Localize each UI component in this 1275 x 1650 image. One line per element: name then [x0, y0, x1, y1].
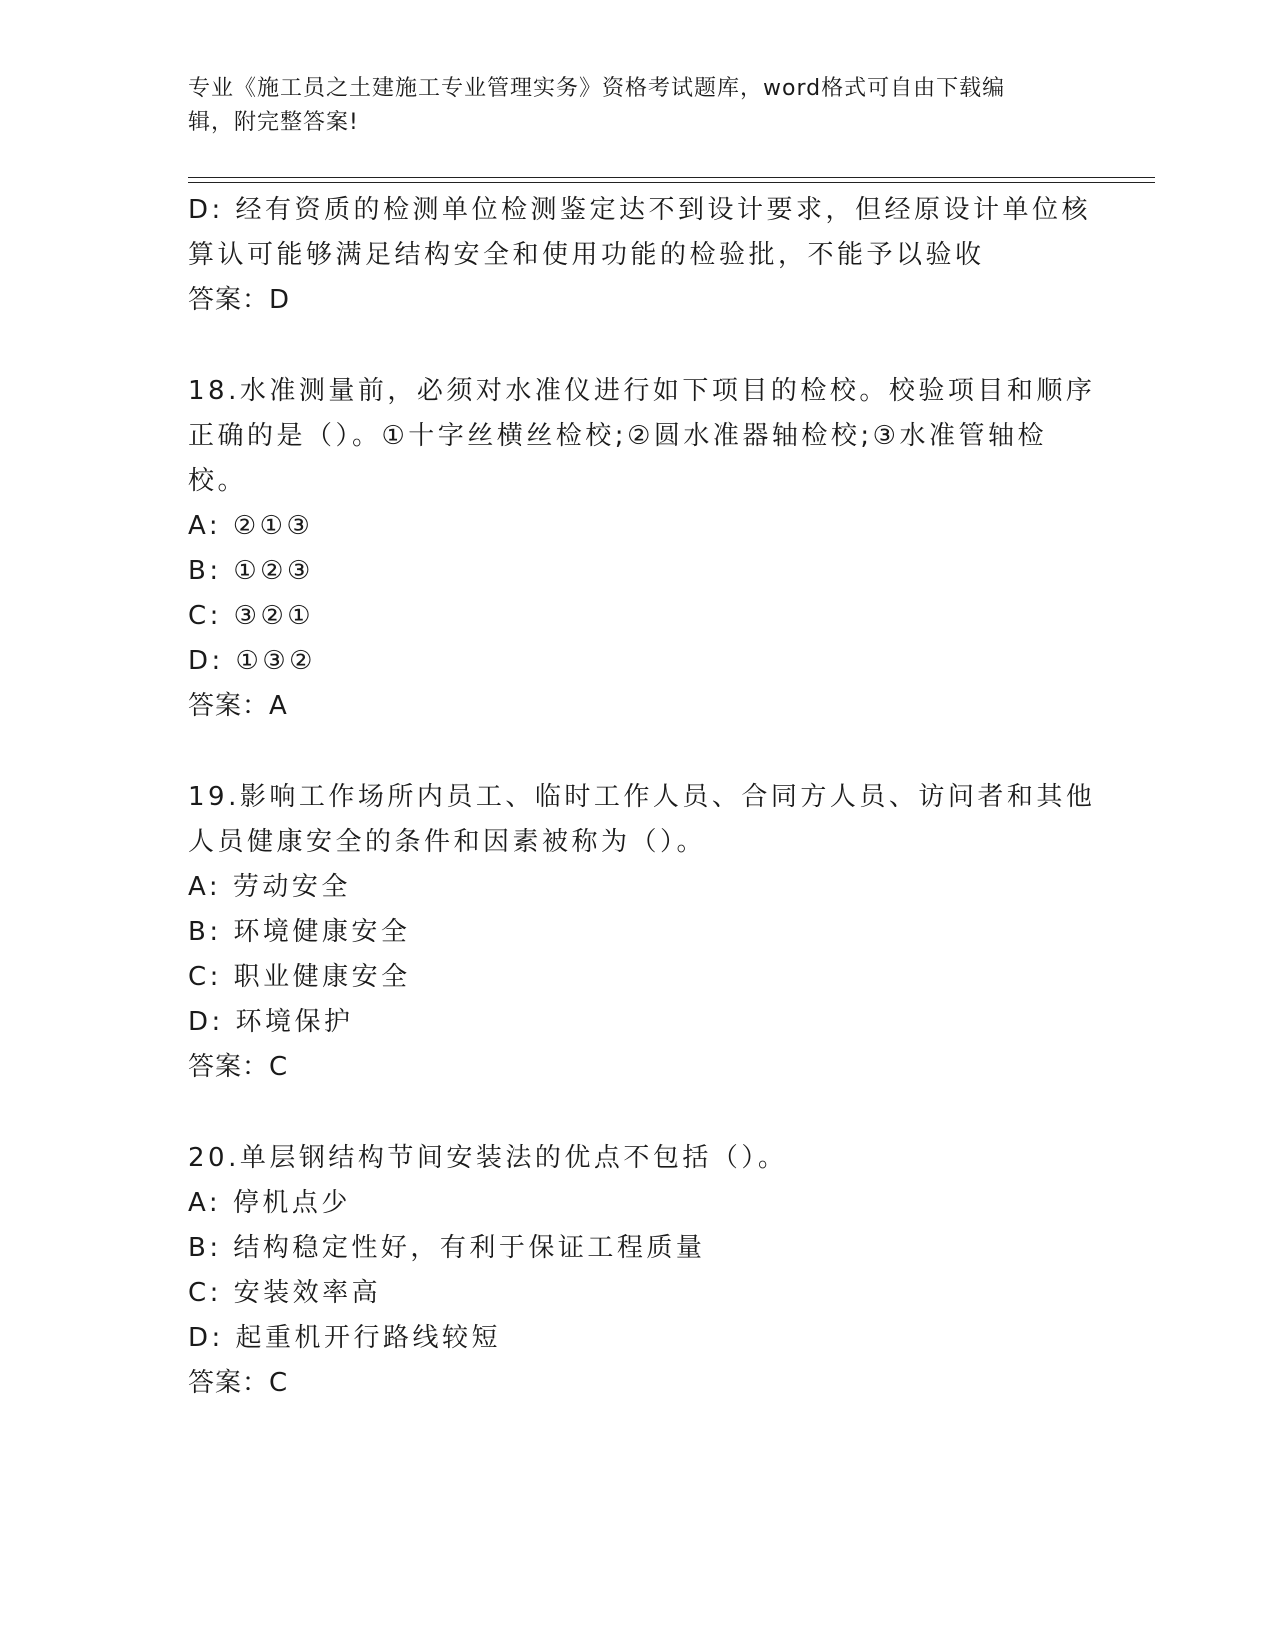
question-stem-line: 20.单层钢结构节间安装法的优点不包括（）。 [188, 1143, 788, 1173]
spacer [188, 729, 1088, 775]
option-d: D: 起重机开行路线较短 [188, 1323, 502, 1353]
question-stem-line: 18.水准测量前，必须对水准仪进行如下项目的检校。校验项目和顺序 [188, 376, 1096, 406]
option-d: D: 环境保护 [188, 1007, 354, 1037]
document-header [188, 72, 1068, 140]
question-stem-line: 人员健康安全的条件和因素被称为（）。 [188, 827, 707, 857]
header-divider-bottom [188, 182, 1155, 183]
answer: 答案：A [188, 691, 288, 721]
question-stem-line: 校。 [188, 466, 248, 496]
option-b: B: 结构稳定性好，有利于保证工程质量 [188, 1233, 706, 1263]
option-d-line-1: D: 经有资质的检测单位检测鉴定达不到设计要求，但经原设计单位核 [188, 195, 1092, 225]
question-20 [188, 1136, 1088, 1406]
question-stem-line: 正确的是（）。①十字丝横丝检校;②圆水准器轴检校;③水准管轴检 [188, 421, 1047, 451]
question-content [188, 188, 1096, 1406]
question-19 [188, 775, 1096, 1090]
answer: 答案：C [188, 1368, 289, 1398]
option-c: C: ③②① [188, 601, 315, 631]
option-a: A: 停机点少 [188, 1188, 351, 1218]
answer: 答案：D [188, 285, 291, 315]
option-c: C: 职业健康安全 [188, 962, 411, 992]
question-stem-line: 19.影响工作场所内员工、临时工作人员、合同方人员、访问者和其他 [188, 782, 1096, 812]
answer: 答案：C [188, 1052, 289, 1082]
spacer [188, 1090, 1088, 1136]
spacer [188, 323, 1088, 369]
option-a: A: ②①③ [188, 511, 314, 541]
option-c: C: 安装效率高 [188, 1278, 382, 1308]
header-line-2: 辑，附完整答案! [188, 110, 359, 135]
option-b: B: ①②③ [188, 556, 314, 586]
option-d-line-2: 算认可能够满足结构安全和使用功能的检验批，不能予以验收 [188, 240, 985, 270]
header-line-1: 专业《施工员之土建施工专业管理实务》资格考试题库，word格式可自由下载编 [188, 76, 1006, 101]
option-a: A: 劳动安全 [188, 872, 351, 902]
previous-question-tail [188, 188, 1092, 323]
header-divider-top [188, 177, 1155, 178]
question-18 [188, 369, 1096, 729]
option-d: D: ①③② [188, 646, 316, 676]
option-b: B: 环境健康安全 [188, 917, 411, 947]
